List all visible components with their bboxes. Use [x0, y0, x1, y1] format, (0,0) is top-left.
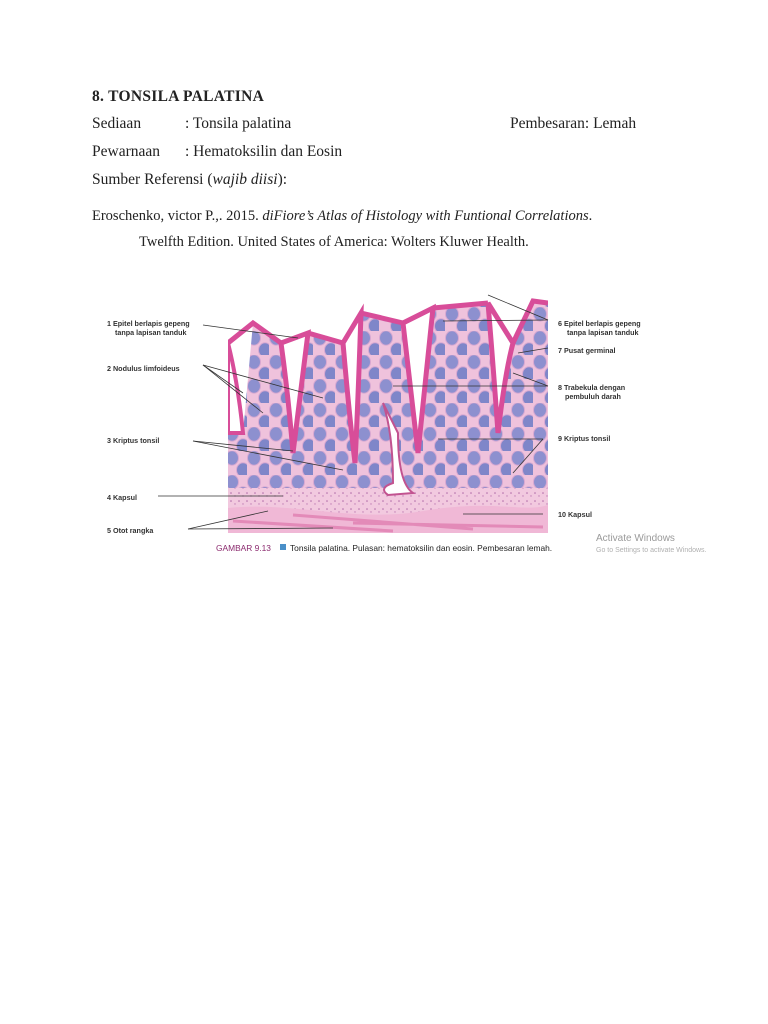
activate-windows-watermark: Activate Windows — [596, 533, 675, 544]
sumber-italic: wajib diisi — [212, 171, 278, 188]
sumber-suffix: ): — [277, 171, 288, 188]
label-6: 6 Epitel berlapis gepeng — [558, 319, 641, 328]
sediaan-value: : Tonsila palatina — [185, 115, 292, 132]
histology-figure — [93, 283, 707, 562]
label-6-sub: tanpa lapisan tanduk — [567, 328, 639, 337]
right-labels — [558, 319, 641, 519]
label-1-sub: tanpa lapisan tanduk — [115, 328, 187, 337]
label-1: 1 Epitel berlapis gepeng — [107, 319, 190, 328]
caption-text: Tonsila palatina. Pulasan: hematoksilin dan eosin. Pembesaran lemah. — [290, 543, 553, 553]
sumber-referensi — [92, 171, 287, 189]
reference-end: . — [588, 208, 593, 224]
pewarnaan-label: Pewarnaan — [92, 143, 160, 160]
label-8-sub: pembuluh darah — [565, 392, 621, 401]
reference-line-2: Twelfth Edition. United States of America: Wolters Kluwer Health. — [139, 234, 529, 250]
label-5: 5 Otot rangka — [107, 526, 154, 535]
section-title: 8. TONSILA PALATINA — [92, 88, 265, 105]
reference-authors: Eroschenko, victor P.,. 2015. — [92, 208, 263, 224]
caption-square-icon — [280, 544, 286, 550]
tonsil-micrograph — [93, 283, 707, 562]
reference-book-title: diFiore’s Atlas of Histology with Funtional Correlations — [262, 208, 589, 224]
label-7: 7 Pusat germinal — [558, 346, 616, 355]
sediaan-label: Sediaan — [92, 115, 142, 132]
caption-label: GAMBAR 9.13 — [216, 543, 271, 553]
label-3: 3 Kriptus tonsil — [107, 436, 160, 445]
left-labels — [107, 319, 190, 535]
label-9: 9 Kriptus tonsil — [558, 434, 611, 443]
label-8: 8 Trabekula dengan — [558, 383, 626, 392]
pembesaran-value: Pembesaran: Lemah — [510, 115, 637, 132]
activate-windows-sub: Go to Settings to activate Windows. — [596, 547, 707, 554]
label-2: 2 Nodulus limfoideus — [107, 364, 180, 373]
pewarnaan-value: : Hematoksilin dan Eosin — [185, 143, 343, 160]
label-10: 10 Kapsul — [558, 510, 592, 519]
sumber-prefix: Sumber Referensi ( — [92, 171, 213, 188]
reference-line-1 — [92, 208, 592, 225]
label-4: 4 Kapsul — [107, 493, 137, 502]
